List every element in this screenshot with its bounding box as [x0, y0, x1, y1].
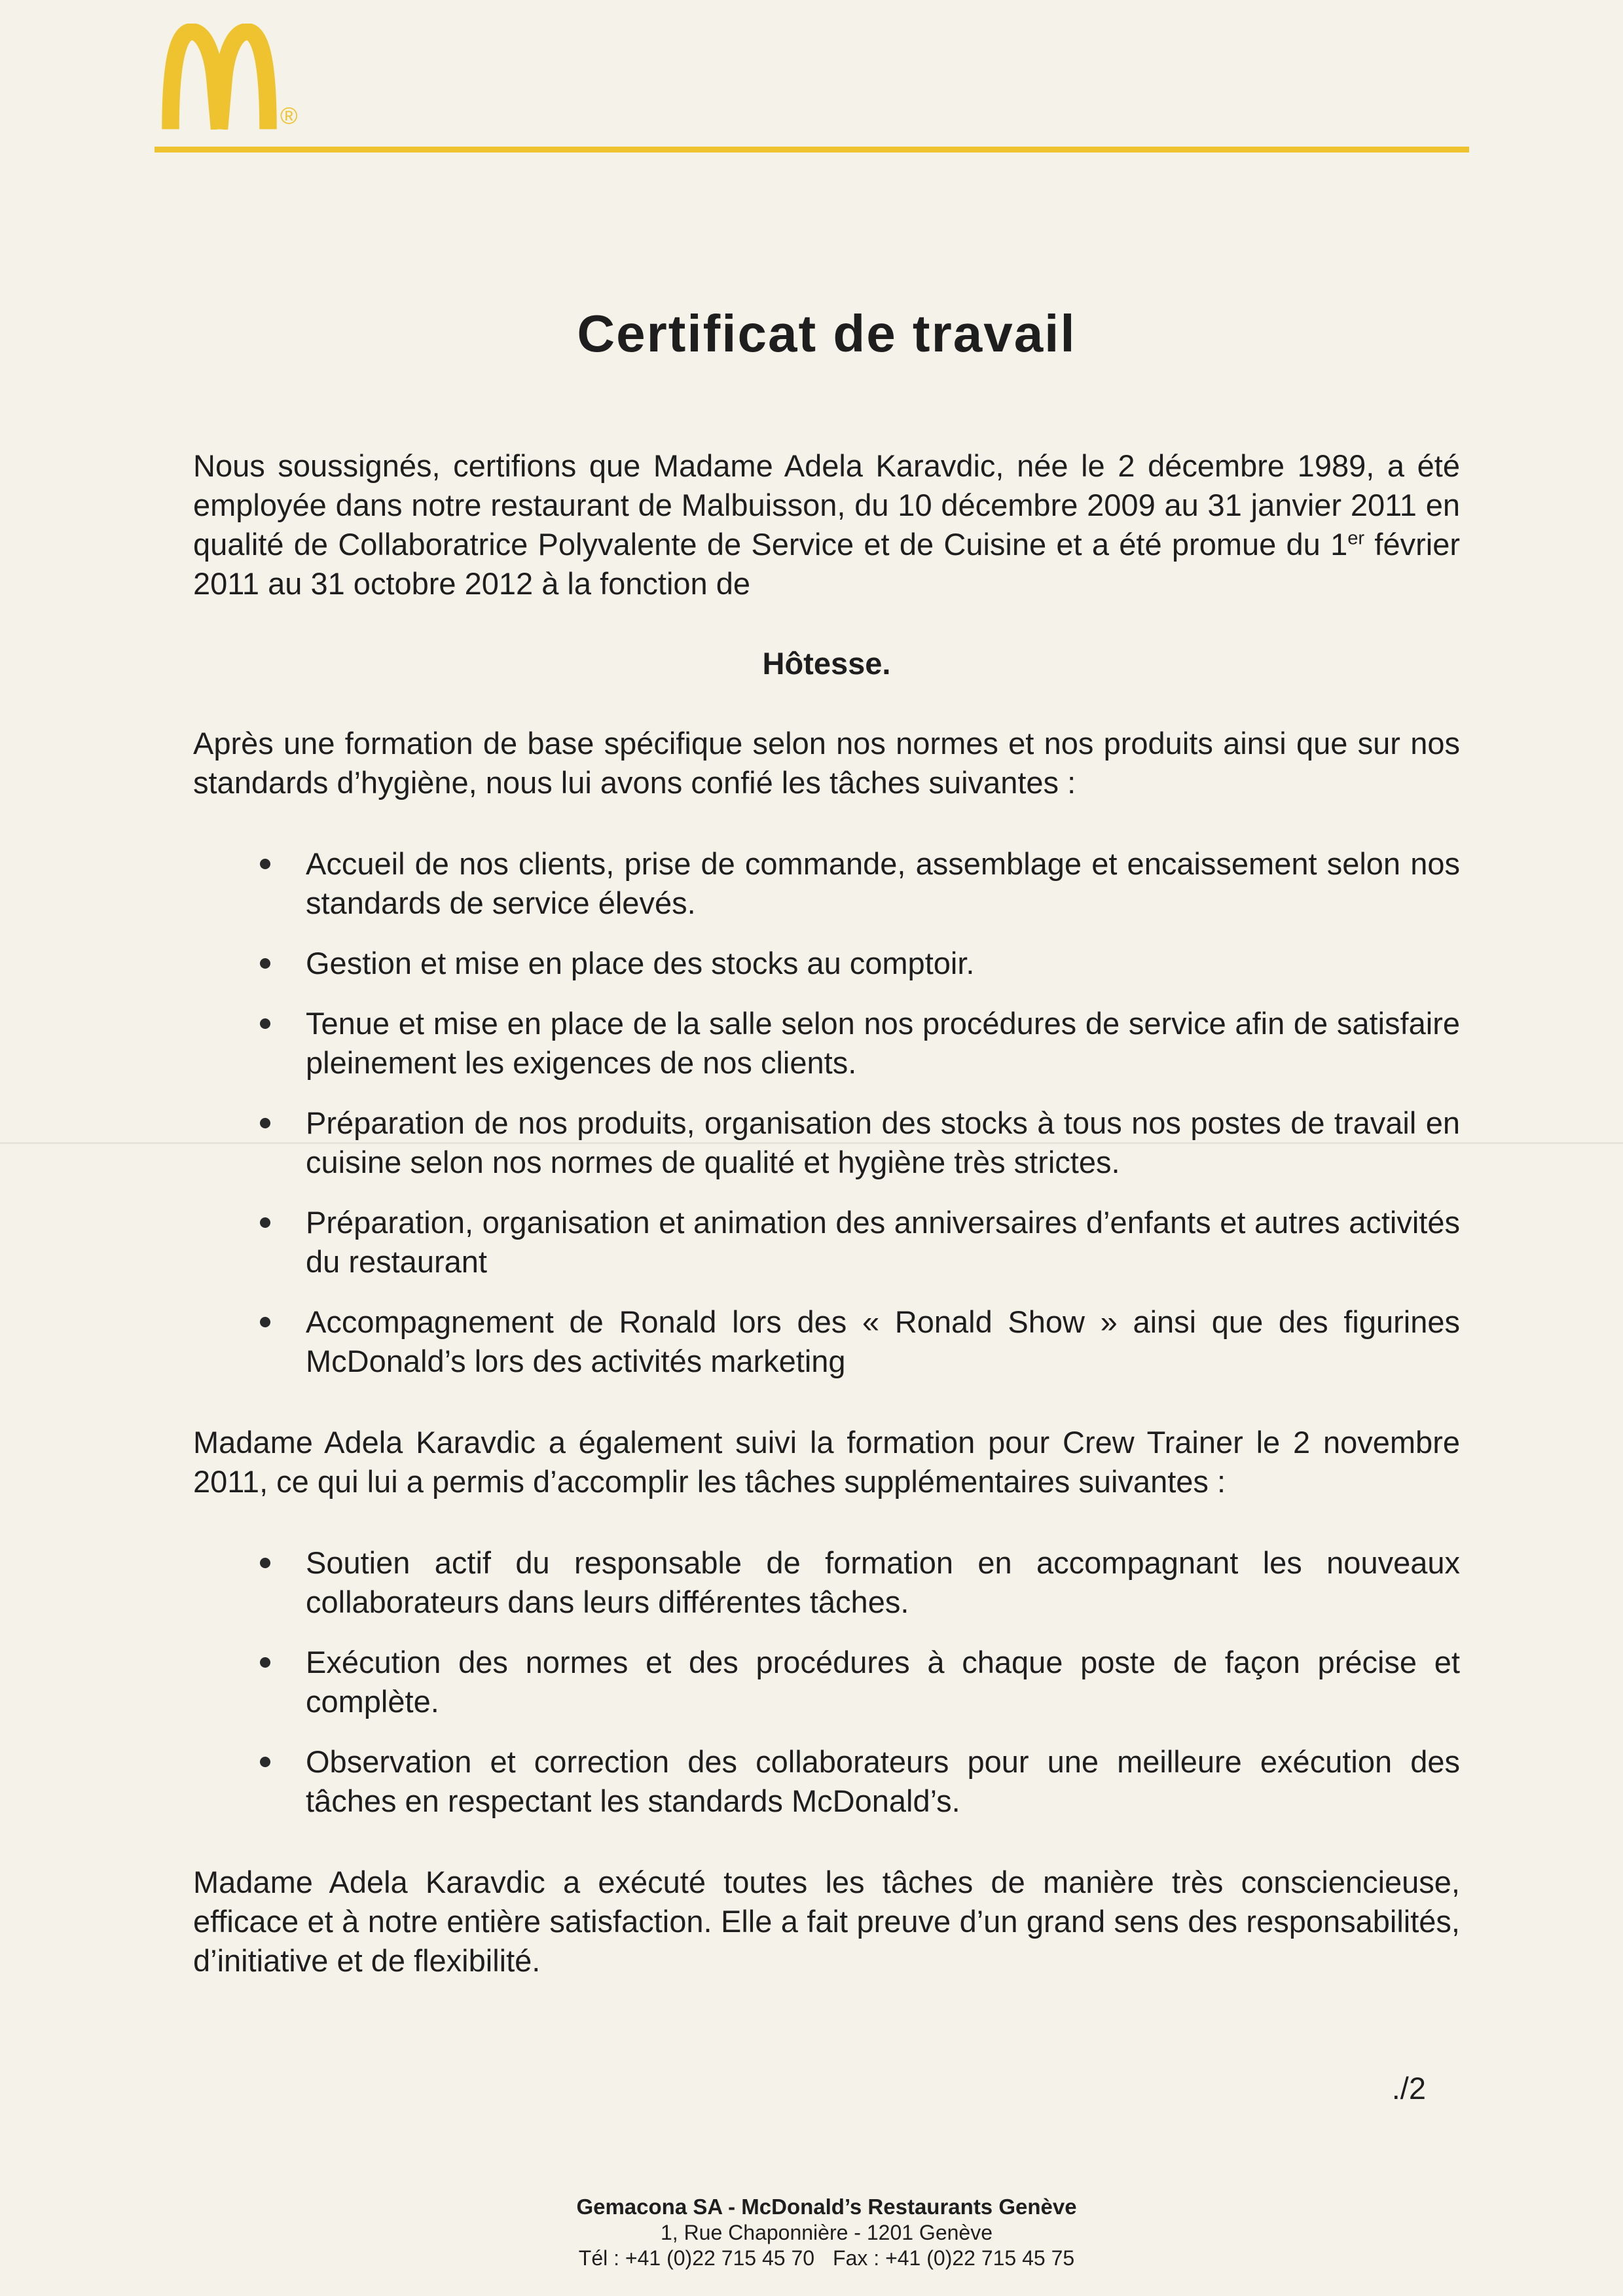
footer	[193, 2194, 1460, 2271]
task-item: Gestion et mise en place des stocks au comptoir.	[193, 944, 1460, 983]
crew-trainer-paragraph: Madame Adela Karavdic a également suivi la formation pour Crew Trainer le 2 novembre 2011, ce qui lui a permis d’accomplir les tâches supplémentaires suivantes :	[193, 1425, 1460, 1499]
page-indicator: ./2	[1391, 2071, 1426, 2106]
training-intro-paragraph: Après une formation de base spécifique selon nos normes et nos produits ainsi que sur nos standards d’hygiène, nous lui avons confié les tâches suivantes :	[193, 726, 1460, 800]
tasks-list	[193, 844, 1460, 1381]
ordinal-superscript: er	[1347, 528, 1365, 549]
intro-text-part-2: février 2011 au 31 octobre 2012 à la fonction de	[193, 527, 1460, 601]
task-item: Préparation de nos produits, organisation des stocks à tous nos postes de travail en cuisine selon nos normes de qualité et hygiène très strictes.	[193, 1103, 1460, 1182]
closing-paragraph: Madame Adela Karavdic a exécuté toutes les tâches de manière très consciencieuse, efficace et à notre entière satisfaction. Elle a fait preuve d’un grand sens des responsabilités, d’initiative et de flexibilité.	[193, 1865, 1460, 1978]
task-item: Accueil de nos clients, prise de commande, assemblage et encaissement selon nos standards de service élevés.	[193, 844, 1460, 923]
intro-paragraph	[193, 446, 1460, 603]
intro-text-part-1: Nous soussignés, certifions que Madame Adela Karavdic, née le 2 décembre 1989, a été employée dans notre restaurant de Malbuisson, du 10 décembre 2009 au 31 janvier 2011 en qualité de Collaboratrice Polyvalente de Service et de Cuisine et a été promue du 1	[193, 448, 1460, 562]
task-item: Accompagnement de Ronald lors des « Ronald Show » ainsi que des figurines McDonald’s lors des activités marketing	[193, 1302, 1460, 1381]
position-title: Hôtesse.	[762, 646, 891, 681]
document-content	[193, 0, 1460, 2108]
extra-task-item: Observation et correction des collaborateurs pour une meilleure exécution des tâches en respectant les standards McDonald’s.	[193, 1742, 1460, 1821]
registered-trademark-icon: ®	[280, 102, 298, 129]
task-item: Tenue et mise en place de la salle selon nos procédures de service afin de satisfaire pleinement les exigences de nos clients.	[193, 1004, 1460, 1083]
footer-address: 1, Rue Chaponnière - 1201 Genève	[660, 2221, 993, 2244]
task-item: Préparation, organisation et animation des anniversaires d’enfants et autres activités du restaurant	[193, 1203, 1460, 1282]
footer-contact	[193, 2246, 1460, 2271]
footer-fax: Fax : +41 (0)22 715 45 75	[833, 2246, 1075, 2270]
footer-tel: Tél : +41 (0)22 715 45 70	[578, 2246, 815, 2270]
document-title: Certificat de travail	[577, 304, 1076, 363]
extra-tasks-list	[193, 1543, 1460, 1821]
footer-company: Gemacona SA - McDonald’s Restaurants Genève	[576, 2195, 1077, 2219]
extra-task-item: Soutien actif du responsable de formation en accompagnant les nouveaux collaborateurs dans leurs différentes tâches.	[193, 1543, 1460, 1622]
extra-task-item: Exécution des normes et des procédures à chaque poste de façon précise et complète.	[193, 1643, 1460, 1721]
